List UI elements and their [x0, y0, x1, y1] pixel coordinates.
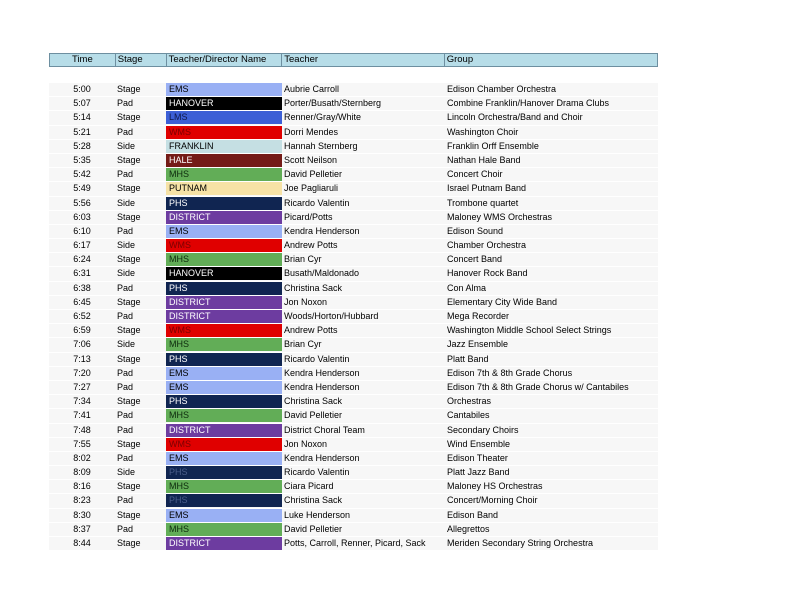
group-cell: Franklin Orff Ensemble [447, 140, 539, 151]
group-cell: Maloney WMS Orchestras [447, 211, 553, 222]
time-cell: 5:00 [73, 84, 91, 94]
teacher-cell: Scott Neilson [284, 154, 338, 165]
stage-cell: Pad [117, 523, 134, 534]
time-cell: 6:17 [73, 240, 91, 251]
group-cell: Mega Recorder [447, 311, 510, 321]
school-cell [166, 96, 282, 110]
teacher-cell: Christina Sack [284, 282, 343, 293]
stage-cell: Stage [117, 211, 141, 222]
group-cell: Edison Theater [447, 452, 508, 463]
stage-cell: Stage [117, 396, 141, 407]
group-cell: Washington Choir [447, 126, 519, 137]
group-cell: Edison 7th & 8th Grade Chorus [447, 367, 573, 378]
school-badge: PHS [166, 197, 282, 210]
stage-cell: Pad [117, 367, 134, 378]
school-badge: WMS [166, 324, 282, 337]
group-cell: Concert Band [447, 254, 503, 265]
school-cell [166, 536, 282, 550]
group-cell: Combine Franklin/Hanover Drama Clubs [447, 98, 610, 109]
teacher-cell: Christina Sack [284, 495, 343, 506]
school-badge: HALE [166, 154, 282, 167]
school-badge: MHS [166, 253, 282, 266]
group-cell: Lincoln Orchestra/Band and Choir [447, 112, 583, 123]
teacher-cell: Busath/Maldonado [284, 268, 360, 279]
table-row [49, 96, 658, 110]
time-cell: 5:56 [73, 197, 91, 208]
table-row [49, 508, 658, 522]
time-cell: 5:49 [73, 183, 91, 194]
group-cell: Cantabiles [447, 410, 490, 421]
header-stage: Stage [116, 54, 167, 66]
time-cell: 5:42 [73, 169, 91, 180]
table-row [49, 479, 658, 493]
time-cell: 8:09 [73, 467, 91, 478]
time-cell: 5:21 [73, 126, 91, 137]
time-cell: 6:45 [73, 296, 91, 307]
school-cell [166, 437, 282, 451]
school-badge: PHS [166, 282, 282, 295]
teacher-cell: Ricardo Valentin [284, 467, 350, 478]
stage-cell: Pad [117, 452, 134, 463]
time-cell: 6:31 [73, 268, 91, 279]
stage-cell: Pad [117, 282, 134, 293]
school-cell [166, 82, 282, 96]
teacher-cell: Andrew Potts [284, 240, 338, 251]
school-cell [166, 493, 282, 507]
stage-cell: Stage [117, 254, 141, 265]
group-cell: Edison Band [447, 509, 499, 520]
time-cell: 8:30 [73, 509, 91, 520]
table-row [49, 110, 658, 124]
school-badge: PHS [166, 466, 282, 479]
school-cell [166, 423, 282, 437]
time-cell: 8:16 [73, 481, 91, 492]
stage-cell: Side [117, 140, 136, 151]
stage-cell: Stage [117, 325, 141, 336]
table-row [49, 82, 658, 96]
schedule-rows [49, 82, 658, 550]
stage-cell: Side [117, 240, 136, 251]
school-cell [166, 196, 282, 210]
table-row [49, 139, 658, 153]
school-badge: FRANKLIN [166, 140, 282, 153]
table-row [49, 181, 658, 195]
time-cell: 6:03 [73, 211, 91, 222]
teacher-cell: Woods/Horton/Hubbard [284, 311, 379, 321]
school-cell [166, 522, 282, 536]
group-cell: Secondary Choirs [447, 424, 519, 435]
teacher-cell: Brian Cyr [284, 254, 322, 265]
teacher-cell: Christina Sack [284, 396, 343, 407]
stage-cell: Pad [117, 126, 134, 137]
stage-cell: Stage [117, 438, 141, 449]
time-cell: 7:27 [73, 381, 91, 392]
teacher-cell: David Pelletier [284, 410, 343, 421]
group-cell: Meriden Secondary String Orchestra [447, 538, 594, 548]
time-cell: 7:48 [73, 424, 91, 435]
group-cell: Platt Band [447, 353, 489, 364]
time-cell: 6:38 [73, 282, 91, 293]
school-cell [166, 281, 282, 295]
group-cell: Elementary City Wide Band [447, 296, 558, 307]
school-badge: EMS [166, 367, 282, 380]
time-cell: 7:34 [73, 396, 91, 407]
school-cell [166, 465, 282, 479]
stage-cell: Stage [117, 353, 141, 364]
time-cell: 7:41 [73, 410, 91, 421]
table-row [49, 408, 658, 422]
table-row [49, 309, 658, 323]
header-teacher: Teacher [282, 54, 444, 66]
teacher-cell: David Pelletier [284, 169, 343, 180]
school-badge: EMS [166, 509, 282, 522]
time-cell: 8:37 [73, 523, 91, 534]
stage-cell: Stage [117, 296, 141, 307]
school-badge: MHS [166, 168, 282, 181]
time-cell: 8:02 [73, 452, 91, 463]
school-cell [166, 210, 282, 224]
school-badge: EMS [166, 225, 282, 238]
stage-cell: Pad [117, 311, 134, 321]
table-row [49, 252, 658, 266]
school-cell [166, 139, 282, 153]
stage-cell: Pad [117, 169, 134, 180]
school-badge: EMS [166, 381, 282, 394]
group-cell: Concert/Morning Choir [447, 495, 538, 506]
teacher-cell: Dorri Mendes [284, 126, 339, 137]
school-badge: WMS [166, 239, 282, 252]
group-cell: Wind Ensemble [447, 438, 511, 449]
group-cell: Platt Jazz Band [447, 467, 510, 478]
table-row [49, 437, 658, 451]
school-cell [166, 323, 282, 337]
stage-cell: Pad [117, 410, 134, 421]
table-row [49, 153, 658, 167]
school-badge: WMS [166, 438, 282, 451]
group-cell: Con Alma [447, 282, 487, 293]
teacher-cell: Kendra Henderson [284, 225, 360, 236]
time-cell: 6:52 [73, 311, 91, 321]
time-cell: 8:44 [73, 538, 91, 548]
school-badge: EMS [166, 452, 282, 465]
school-cell [166, 508, 282, 522]
stage-cell: Pad [117, 98, 134, 109]
group-cell: Edison Chamber Orchestra [447, 84, 557, 94]
teacher-cell: Porter/Busath/Sternberg [284, 98, 382, 109]
table-row [49, 210, 658, 224]
school-badge: PHS [166, 353, 282, 366]
stage-cell: Stage [117, 84, 141, 94]
table-row [49, 295, 658, 309]
group-cell: Edison Sound [447, 225, 504, 236]
group-cell: Trombone quartet [447, 197, 519, 208]
table-row [49, 281, 658, 295]
time-cell: 5:35 [73, 154, 91, 165]
school-cell [166, 181, 282, 195]
school-cell [166, 394, 282, 408]
time-cell: 6:59 [73, 325, 91, 336]
time-cell: 7:13 [73, 353, 91, 364]
stage-cell: Stage [117, 112, 141, 123]
school-badge: DISTRICT [166, 211, 282, 224]
table-row [49, 125, 658, 139]
school-badge: DISTRICT [166, 310, 282, 323]
teacher-cell: Ricardo Valentin [284, 353, 350, 364]
school-badge: MHS [166, 409, 282, 422]
teacher-cell: David Pelletier [284, 523, 343, 534]
table-row [49, 423, 658, 437]
time-cell: 7:06 [73, 339, 91, 350]
stage-cell: Side [117, 339, 136, 350]
school-cell [166, 380, 282, 394]
school-badge: DISTRICT [166, 296, 282, 309]
time-cell: 8:23 [73, 495, 91, 506]
teacher-cell: Brian Cyr [284, 339, 322, 350]
group-cell: Concert Choir [447, 169, 503, 180]
teacher-cell: Picard/Potts [284, 211, 333, 222]
header-time: Time [50, 54, 116, 66]
group-cell: Hanover Rock Band [447, 268, 528, 279]
school-badge: PHS [166, 494, 282, 507]
school-badge: PUTNAM [166, 182, 282, 195]
group-cell: Nathan Hale Band [447, 154, 521, 165]
school-cell [166, 295, 282, 309]
group-cell: Allegrettos [447, 523, 490, 534]
school-cell [166, 167, 282, 181]
stage-cell: Stage [117, 538, 141, 548]
teacher-cell: Luke Henderson [284, 509, 351, 520]
teacher-cell: Potts, Carroll, Renner, Picard, Sack [284, 538, 426, 548]
group-cell: Israel Putnam Band [447, 183, 527, 194]
time-cell: 7:55 [73, 438, 91, 449]
school-cell [166, 451, 282, 465]
table-row [49, 337, 658, 351]
teacher-cell: Kendra Henderson [284, 367, 360, 378]
teacher-cell: Jon Noxon [284, 438, 328, 449]
header-group: Group [446, 54, 474, 65]
school-badge: HANOVER [166, 97, 282, 110]
table-row [49, 266, 658, 280]
header-row [49, 53, 658, 67]
schedule-sheet [49, 53, 658, 550]
school-badge: EMS [166, 83, 282, 96]
header-teacher-director: Teacher/Director Name [167, 54, 283, 66]
table-row [49, 366, 658, 380]
school-cell [166, 366, 282, 380]
stage-cell: Pad [117, 225, 134, 236]
table-row [49, 394, 658, 408]
table-row [49, 451, 658, 465]
school-badge: LMS [166, 111, 282, 124]
stage-cell: Side [117, 467, 136, 478]
teacher-cell: Joe Pagliaruli [284, 183, 339, 194]
stage-cell: Side [117, 197, 136, 208]
teacher-cell: Ricardo Valentin [284, 197, 350, 208]
stage-cell: Side [117, 268, 136, 279]
time-cell: 7:20 [73, 367, 91, 378]
teacher-cell: Ciara Picard [284, 481, 334, 492]
teacher-cell: Jon Noxon [284, 296, 328, 307]
group-cell: Maloney HS Orchestras [447, 481, 543, 492]
group-cell: Chamber Orchestra [447, 240, 527, 251]
table-row [49, 224, 658, 238]
stage-cell: Stage [117, 183, 141, 194]
table-row [49, 522, 658, 536]
school-cell [166, 224, 282, 238]
teacher-cell: Kendra Henderson [284, 381, 360, 392]
group-cell: Orchestras [447, 396, 492, 407]
teacher-cell: Aubrie Carroll [284, 84, 340, 94]
school-cell [166, 309, 282, 323]
table-row [49, 238, 658, 252]
time-cell: 6:24 [73, 254, 91, 265]
school-badge: PHS [166, 395, 282, 408]
stage-cell: Stage [117, 509, 141, 520]
school-badge: MHS [166, 480, 282, 493]
school-badge: WMS [166, 126, 282, 139]
teacher-cell: Hannah Sternberg [284, 140, 358, 151]
school-cell [166, 408, 282, 422]
school-cell [166, 337, 282, 351]
table-row [49, 323, 658, 337]
table-row [49, 167, 658, 181]
school-badge: DISTRICT [166, 537, 282, 550]
school-cell [166, 125, 282, 139]
table-row [49, 536, 658, 550]
table-row [49, 380, 658, 394]
teacher-cell: Kendra Henderson [284, 452, 360, 463]
group-cell: Jazz Ensemble [447, 339, 509, 350]
school-badge: DISTRICT [166, 424, 282, 437]
school-badge: MHS [166, 338, 282, 351]
school-cell [166, 252, 282, 266]
school-cell [166, 153, 282, 167]
school-cell [166, 479, 282, 493]
stage-cell: Pad [117, 495, 134, 506]
table-row [49, 352, 658, 366]
school-cell [166, 266, 282, 280]
teacher-cell: Renner/Gray/White [284, 112, 362, 123]
school-cell [166, 352, 282, 366]
school-badge: HANOVER [166, 267, 282, 280]
table-row [49, 493, 658, 507]
time-cell: 5:28 [73, 140, 91, 151]
stage-cell: Pad [117, 424, 134, 435]
school-cell [166, 238, 282, 252]
table-row [49, 196, 658, 210]
stage-cell: Stage [117, 481, 141, 492]
time-cell: 5:07 [73, 98, 91, 109]
teacher-cell: Andrew Potts [284, 325, 338, 336]
group-cell: Edison 7th & 8th Grade Chorus w/ Cantabiles [447, 381, 629, 392]
school-badge: MHS [166, 523, 282, 536]
stage-cell: Stage [117, 154, 141, 165]
time-cell: 5:14 [73, 112, 91, 123]
school-cell [166, 110, 282, 124]
time-cell: 6:10 [73, 225, 91, 236]
group-cell: Washington Middle School Select Strings [447, 325, 612, 336]
stage-cell: Pad [117, 381, 134, 392]
table-row [49, 465, 658, 479]
teacher-cell: District Choral Team [284, 424, 365, 435]
